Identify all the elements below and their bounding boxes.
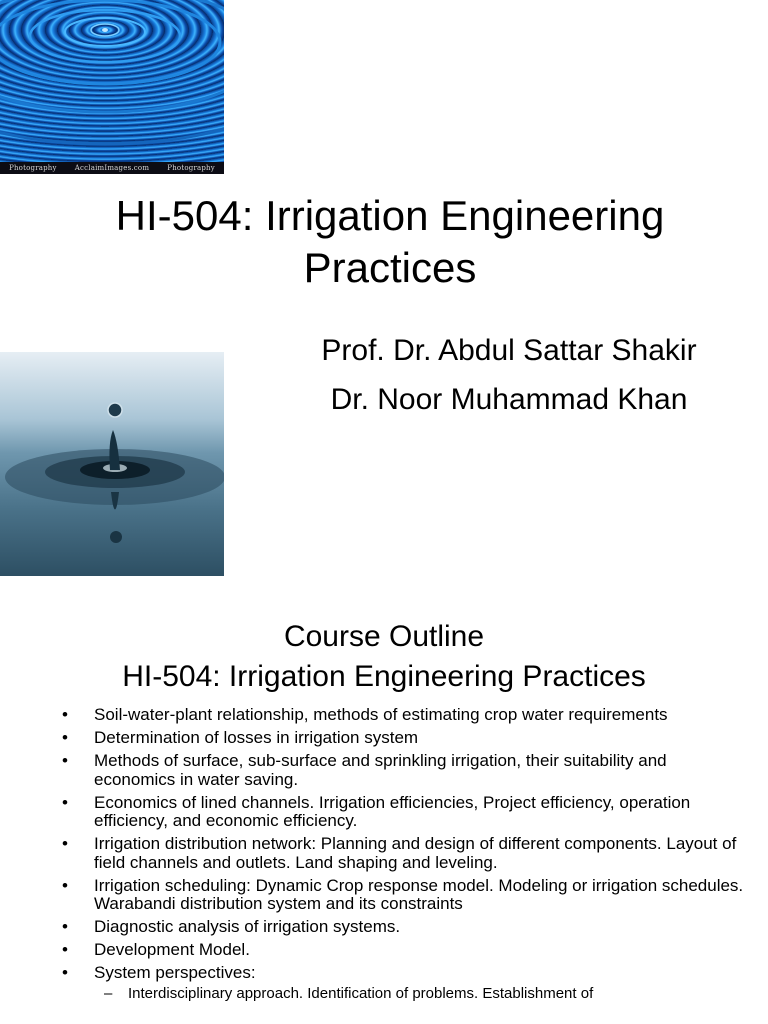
list-item-text: System perspectives: [94, 963, 256, 982]
list-item-text: Soil-water-plant relationship, methods of estimating crop water requirements [94, 705, 668, 724]
list-item [62, 877, 752, 914]
title-line: Course Outline [283, 620, 485, 653]
sub-list-item [94, 986, 752, 1002]
list-item [62, 941, 752, 960]
author-name: Prof. Dr. Abdul Sattar Shakir [321, 334, 697, 367]
title-line: HI-504: Irrigation Engineering Practices [122, 660, 646, 693]
course-outline-list [62, 706, 752, 1006]
sub-list [94, 986, 752, 1002]
list-item-text: Irrigation scheduling: Dynamic Crop response model. Modeling or irrigation schedules. Warabandi distribution system and its constraints [94, 875, 744, 913]
list-item-text: Methods of surface, sub-surface and sprinkling irrigation, their suitability and economics in water saving. [94, 751, 667, 789]
caption-text: Photography [9, 164, 57, 172]
title-line: Practices [303, 244, 477, 291]
course-outline-slide [0, 600, 768, 1024]
bullet-marker: • [62, 728, 68, 747]
title-line: HI-504: Irrigation Engineering [115, 192, 665, 239]
bullet-marker: • [62, 917, 68, 936]
water-drop-image [0, 352, 224, 576]
dash-marker: – [104, 984, 113, 1002]
list-item [62, 835, 752, 872]
bullet-marker: • [62, 963, 68, 982]
bullet-marker: • [62, 705, 68, 724]
bullet-marker: • [62, 940, 68, 959]
list-item-text: Diagnostic analysis of irrigation systems. [94, 917, 401, 936]
list-item-text: Economics of lined channels. Irrigation efficiencies, Project efficiency, operation efficiency, and economic efficiency. [94, 792, 691, 830]
caption-text: AcclaimImages.com [74, 164, 150, 172]
bullet-marker: • [62, 875, 68, 895]
bullet-marker: • [62, 834, 68, 853]
list-item [62, 964, 752, 1002]
list-item-text: Irrigation distribution network: Planning and design of different components. Layout of field channels and outlets. Land shaping and leveling. [94, 834, 737, 872]
list-item [62, 706, 752, 725]
sub-list-item-text: Interdisciplinary approach. Identification of problems. Establishment of [128, 984, 594, 1002]
slide-title [0, 617, 768, 697]
caption-text: Photography [167, 164, 215, 172]
author-name: Dr. Noor Muhammad Khan [330, 383, 688, 416]
list-item [62, 729, 752, 748]
list-item [62, 918, 752, 937]
list-item-text: Determination of losses in irrigation system [94, 728, 419, 747]
list-item [62, 752, 752, 789]
list-item [62, 794, 752, 831]
water-ripple-image [0, 0, 224, 174]
list-item-text: Development Model. [94, 940, 250, 959]
bullet-marker: • [62, 792, 68, 812]
bullet-marker: • [62, 751, 68, 770]
image-caption-strip [0, 162, 224, 174]
slide-title [0, 190, 768, 294]
